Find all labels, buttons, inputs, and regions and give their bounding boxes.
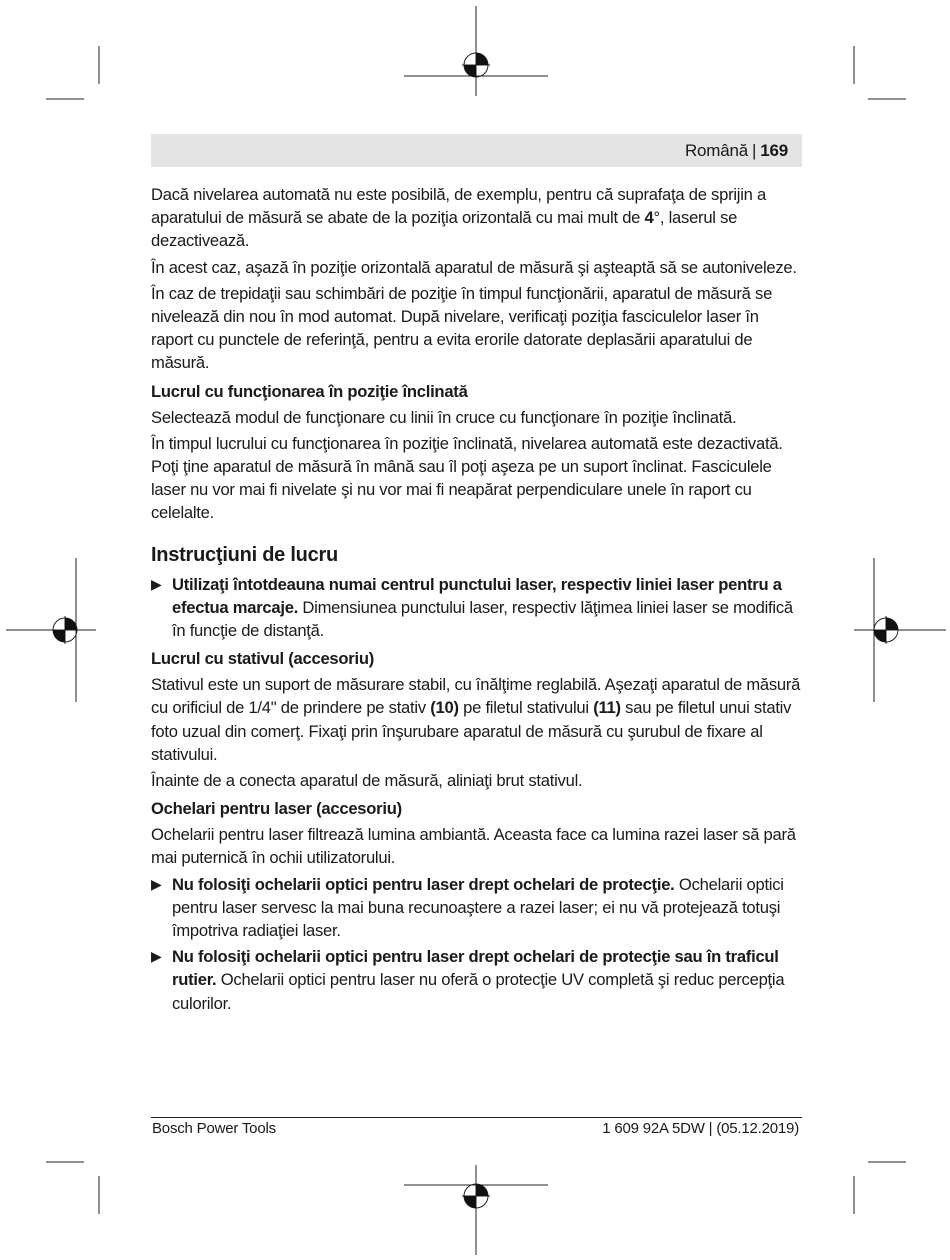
bullet-text: Ochelarii optici pentru laser servesc la mai buna recunoaştere a razei laser; ei nu vă protejează totuşi împotriva radiaţiei laser. — [172, 874, 784, 941]
bullet-glasses-traffic — [151, 945, 803, 1015]
page-number: 169 — [760, 141, 788, 160]
reference-number: (11) — [593, 698, 621, 718]
bullet-triangle-icon: ▶ — [151, 948, 162, 965]
text-span: sau pe filetul unui stativ foto uzual din comerţ. Fixaţi prin înşurubare aparatul de măsură cu şurubul de fixare al stativului. — [151, 698, 792, 764]
bullet-triangle-icon: ▶ — [151, 875, 162, 892]
page-header — [151, 134, 802, 167]
footer-rule — [151, 1117, 802, 1118]
bullet-laser-center — [151, 573, 803, 643]
text-span: °, laserul se dezactivează. — [151, 208, 738, 251]
bullet-bold-text: Nu folosiţi ochelarii optici pentru laser drept ochelari de protecţie. — [172, 874, 675, 894]
footer-date: (05.12.2019) — [716, 1120, 799, 1137]
header-language: Română — [684, 141, 749, 160]
tilt-degree-value: 4 — [644, 208, 654, 228]
heading-work-instructions: Instrucţiuni de lucru — [151, 543, 338, 566]
bullet-bold-text: Nu folosiţi ochelarii optici pentru laser drept ochelari de protecţie sau în traficul rutier. — [172, 947, 779, 990]
bullet-text: Dimensiunea punctului laser, respectiv lăţimea liniei laser se modifică în funcţie de distanţă. — [172, 597, 793, 641]
heading-tilt-mode: Lucrul cu funcţionarea în poziţie înclinată — [151, 381, 468, 401]
paragraph-glasses: Ochelarii pentru laser filtrează lumina ambiantă. Aceasta face ca lumina razei laser să pară mai puternică în ochii utilizatorului. — [151, 825, 796, 868]
header-label — [685, 141, 788, 161]
bullet-bold-text: Utilizaţi întotdeauna numai centrul punctului laser, respectiv liniei laser pentru a efectua marcaje. — [172, 574, 782, 617]
text-span: Dacă nivelarea automată nu este posibilă, de exemplu, pentru că suprafaţa de sprijin a aparatului de măsură se abate de la poziţia orizontală cu mai mult de — [151, 185, 766, 228]
paragraph-tripod-align: Înainte de a conecta aparatul de măsură, aliniaţi brut stativul. — [151, 771, 583, 791]
bullet-text: Ochelarii optici pentru laser nu oferă o protecţie UV completă şi reduc percepţia culorilor. — [172, 970, 785, 1013]
paragraph-vibration: În caz de trepidaţii sau schimbări de poziţie în timpul funcţionării, aparatul de măsură se nivelează din nou în mod automat. După nivelare, verificaţi poziţia fasciculelor laser în raport cu punctele de referinţă, pentru a evita erorile datorate deplasării aparatului de măsură. — [151, 283, 773, 373]
bullet-triangle-icon: ▶ — [151, 575, 162, 592]
paragraph-tilt-details: În timpul lucrului cu funcţionarea în poziţie înclinată, nivelarea automată este dezactivată. Poţi ţine aparatul de măsură în mână sau îl poţi aşeza pe un suport înclinat. Fasciculele laser nu vor mai fi nivelate şi nu vor mai fi neapărat perpendiculare unele în raport cu celelalte. — [151, 433, 783, 523]
text-span: pe filetul stativului — [458, 698, 594, 718]
footer-doc-number: 1 609 92A 5DW — [602, 1120, 705, 1137]
reference-number: (10) — [430, 698, 459, 718]
paragraph-horizontal: În acest caz, aşază în poziţie orizontală aparatul de măsură şi aşteaptă să se autoniveleze. — [151, 257, 797, 277]
paragraph-tripod — [151, 673, 803, 766]
footer-brand: Bosch Power Tools — [152, 1120, 276, 1137]
text-span: Stativul este un suport de măsurare stabil, cu înălţime reglabilă. Aşezaţi aparatul de măsură cu orificiul de 1/4" de prindere pe stativ — [151, 675, 801, 718]
paragraph-tilt-select: Selectează modul de funcţionare cu linii în cruce cu funcţionare în poziţie înclinată. — [151, 407, 737, 427]
page-body — [151, 183, 803, 1018]
bullet-glasses-protection — [151, 873, 803, 943]
heading-laser-glasses: Ochelari pentru laser (accesoriu) — [151, 799, 402, 819]
header-separator: | — [752, 141, 757, 160]
paragraph-auto-leveling — [151, 183, 803, 253]
footer-doc-info: 1 609 92A 5DW | (05.12.2019) — [602, 1120, 799, 1137]
heading-tripod: Lucrul cu stativul (accesoriu) — [151, 649, 375, 669]
